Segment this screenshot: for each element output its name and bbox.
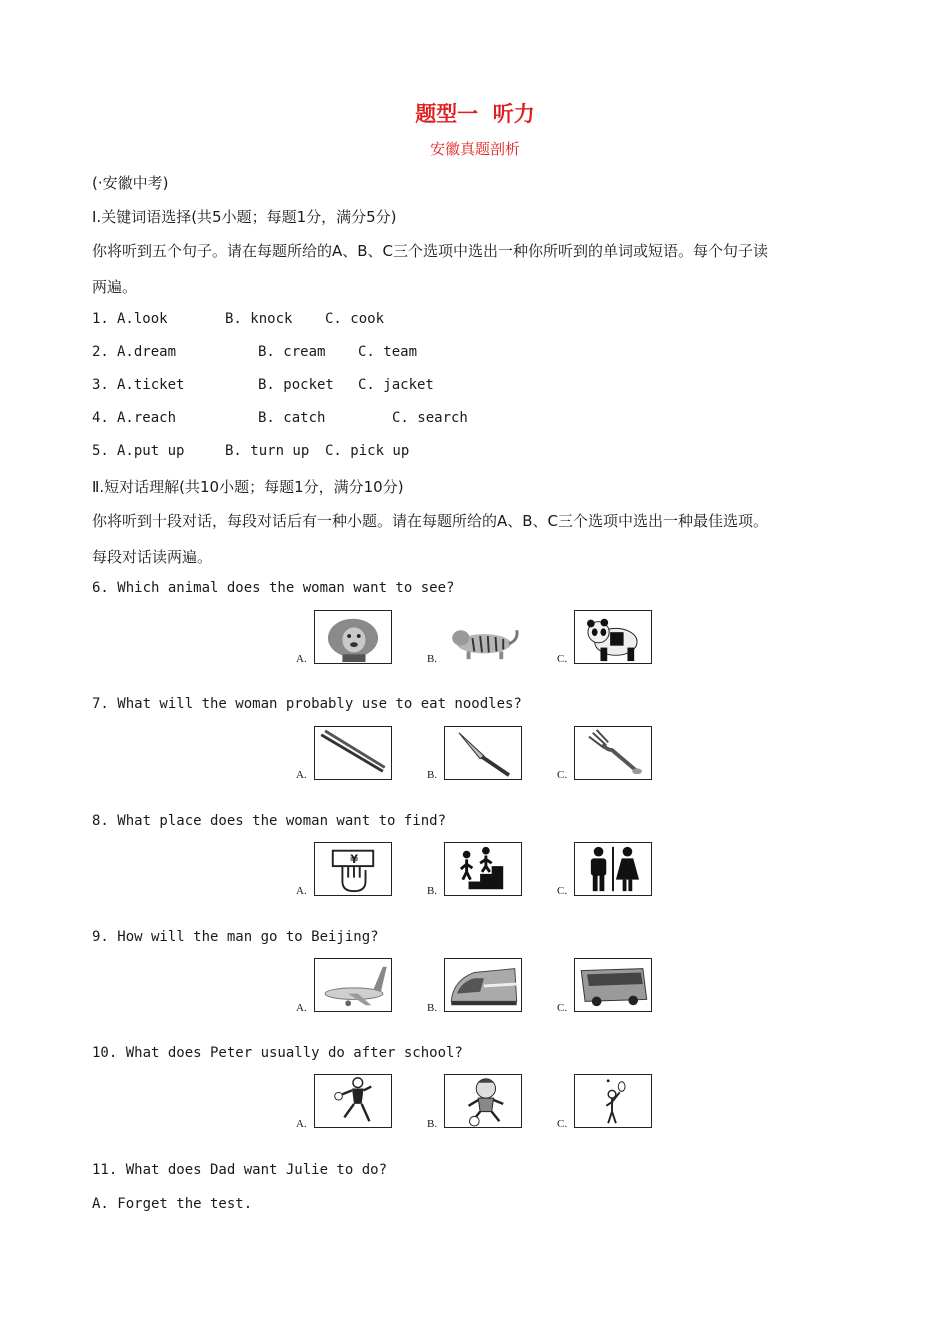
question-number: 5.	[92, 443, 109, 459]
source-note: (·安徽中考)	[92, 174, 169, 192]
toilet-sign-icon	[574, 842, 652, 896]
panda-icon	[574, 610, 652, 664]
section1-heading: Ⅰ.关键词语选择(共5小题；每题1分，满分5分)	[92, 208, 397, 226]
chopsticks-icon	[314, 726, 392, 780]
stairs-sign-icon	[444, 842, 522, 896]
option-a: A.put up	[117, 443, 185, 459]
bus-icon	[574, 958, 652, 1012]
section1-instruction-line2: 两遍。	[92, 278, 138, 296]
option-letter-b: B.	[427, 653, 438, 665]
option-b: B. cream	[258, 344, 326, 360]
question-6: 6. Which animal does the woman want to see?	[92, 580, 455, 596]
option-a: A.look	[117, 311, 168, 327]
option-c: C. search	[392, 410, 468, 426]
option-b: B. catch	[258, 410, 326, 426]
question-number: 2.	[92, 344, 109, 360]
option-a: A.ticket	[117, 377, 185, 393]
option-b: B. turn up	[225, 443, 310, 459]
bank-sign-icon	[314, 842, 392, 896]
question-9: 9. How will the man go to Beijing?	[92, 929, 379, 945]
option-b: B. pocket	[258, 377, 334, 393]
section1-instruction-line1: 你将听到五个句子。请在每题所给的A、B、C三个选项中选出一种你所听到的单词或短语。每个句子读	[92, 242, 769, 260]
question-7: 7. What will the woman probably use to eat noodles?	[92, 696, 522, 712]
page-subtitle: 安徽真题剖析	[429, 140, 520, 158]
question-11: 11. What does Dad want Julie to do?	[92, 1162, 388, 1178]
option-b: B. knock	[225, 311, 293, 327]
option-letter-a: A.	[296, 769, 307, 781]
option-c: C. team	[358, 344, 418, 360]
section2-instruction-line2: 每段对话读两遍。	[92, 548, 213, 566]
train-icon	[444, 958, 522, 1012]
option-letter-c: C.	[557, 769, 568, 781]
option-letter-a: A.	[296, 1118, 307, 1130]
option-letter-c: C.	[557, 1002, 568, 1014]
option-c: C. pick up	[325, 443, 410, 459]
question-number: 3.	[92, 377, 109, 393]
section2-instruction-line1: 你将听到十段对话，每段对话后有一种小题。请在每题所给的A、B、C三个选项中选出一种最佳选项。	[92, 512, 769, 530]
option-letter-c: C.	[557, 653, 568, 665]
question-8: 8. What place does the woman want to find?	[92, 813, 447, 829]
option-letter-c: C.	[557, 885, 568, 897]
plane-icon	[314, 958, 392, 1012]
page-title: 题型一 听力	[415, 102, 535, 126]
option-letter-b: B.	[427, 1118, 438, 1130]
basketball-player-icon	[314, 1074, 392, 1128]
fork-icon	[574, 726, 652, 780]
tiger-icon	[444, 610, 522, 664]
knife-icon	[444, 726, 522, 780]
option-letter-a: A.	[296, 653, 307, 665]
option-c: C. cook	[325, 311, 385, 327]
section2-heading: Ⅱ.短对话理解(共10小题；每题1分，满分10分)	[92, 478, 404, 496]
question-number: 4.	[92, 410, 109, 426]
question-11-option-a: A. Forget the test.	[92, 1196, 253, 1212]
question-number: 1.	[92, 311, 109, 327]
option-a: A.reach	[117, 410, 177, 426]
question-10: 10. What does Peter usually do after school?	[92, 1045, 463, 1061]
option-letter-c: C.	[557, 1118, 568, 1130]
lion-icon	[314, 610, 392, 664]
football-player-icon	[444, 1074, 522, 1128]
option-letter-b: B.	[427, 769, 438, 781]
option-a: A.dream	[117, 344, 177, 360]
option-letter-b: B.	[427, 885, 438, 897]
option-letter-a: A.	[296, 885, 307, 897]
option-letter-b: B.	[427, 1002, 438, 1014]
option-letter-a: A.	[296, 1002, 307, 1014]
option-c: C. jacket	[358, 377, 434, 393]
tennis-player-icon	[574, 1074, 652, 1128]
svg-text:¥: ¥	[350, 852, 359, 867]
